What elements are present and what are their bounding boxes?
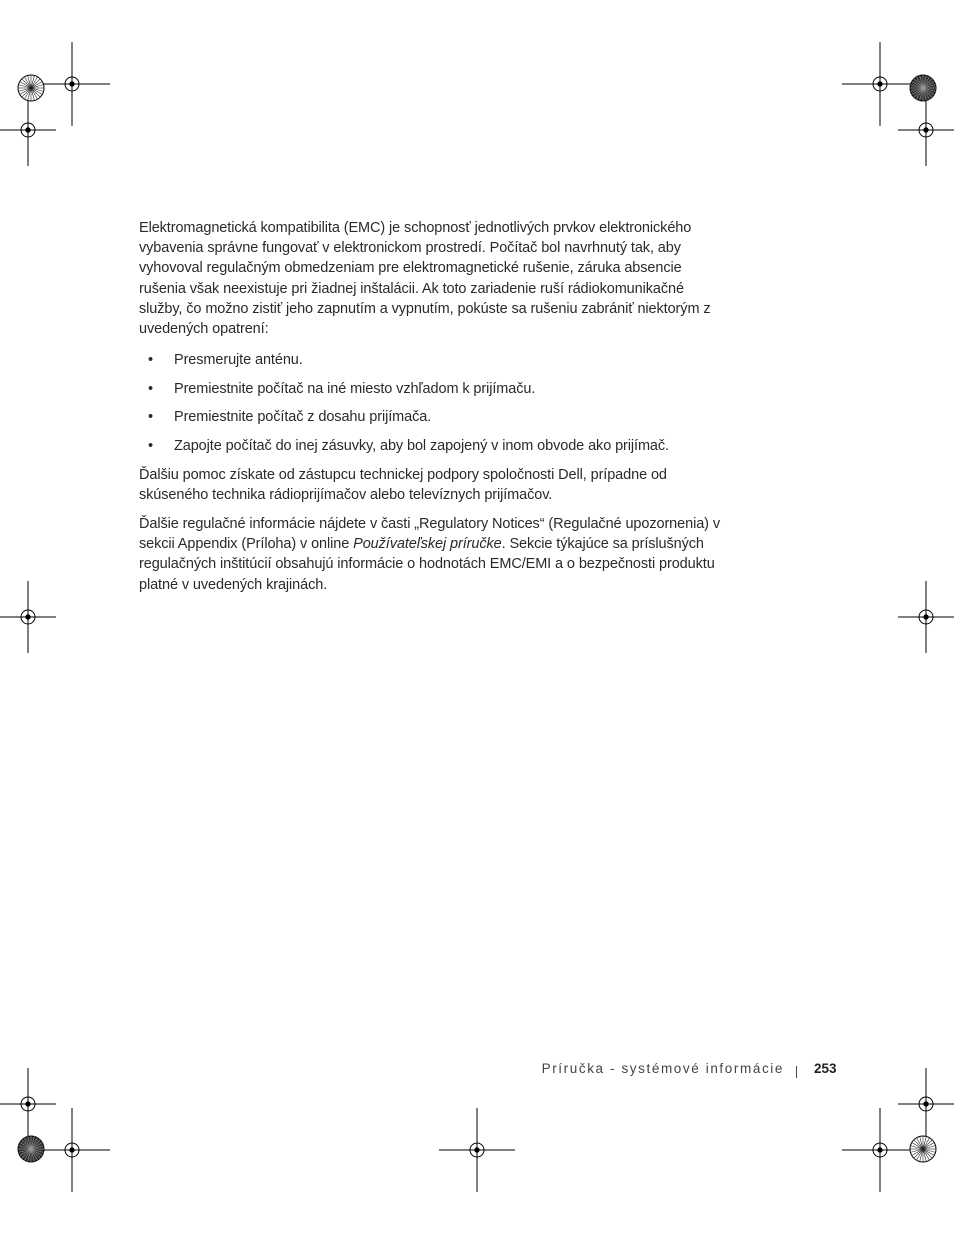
user-guide-title: Používateľskej príručke <box>353 536 502 553</box>
bullet-marker: • <box>148 409 153 426</box>
bullet-marker: • <box>148 380 153 397</box>
registration-dot <box>26 1102 30 1106</box>
list-item: • Premiestnite počítač na iné miesto vzhľadom k prijímaču. <box>139 379 729 399</box>
list-item: • Premiestnite počítač z dosahu prijímača. <box>139 407 729 427</box>
registration-dot <box>26 615 30 619</box>
registration-dot <box>878 82 882 86</box>
main-text <box>139 218 729 595</box>
bullet-marker: • <box>148 352 153 369</box>
registration-dot <box>924 128 928 132</box>
list-item: • Presmerujte anténu. <box>139 350 729 370</box>
footer-divider <box>796 1066 797 1078</box>
bullet-marker: • <box>148 438 153 454</box>
registration-dot <box>924 1102 928 1106</box>
registration-dot <box>70 1148 74 1152</box>
registration-dot <box>26 128 30 132</box>
measures-list <box>139 350 729 456</box>
registration-dot <box>924 615 928 619</box>
registration-dot <box>475 1148 479 1152</box>
registration-dot <box>70 82 74 86</box>
paragraph-regulatory: Ďalšie regulačné informácie nájdete v časti „Regulatory Notices“ (Regulačné upozornenia) v sekcii Appendix (Príloha) v online Používateľskej príručke. Sekcie týkajúce sa príslušných regulačných inštitúcií obsahujú informácie o hodnotách EMC/EMI a o bezpečnosti produktu platné v uvedených krajinách. <box>139 516 720 593</box>
registration-dot <box>878 1148 882 1152</box>
paragraph-support: Ďalšiu pomoc získate od zástupcu technickej podpory spoločnosti Dell, prípadne od skúseného technika rádioprijímačov alebo televíznych prijímačov. <box>139 466 667 503</box>
footer-title: Príručka - systémové informácie <box>541 1061 784 1076</box>
list-item: • Zapojte počítač do inej zásuvky, aby bol zapojený v inom obvode ako prijímač. <box>139 436 729 456</box>
paragraph-emc-intro: Elektromagnetická kompatibilita (EMC) je schopnosť jednotlivých prvkov elektronického vybavenia správne fungovať v elektronickom prostredí. Počítač bol navrhnutý tak, aby vyhovoval regulačným obmedzeniam pre elektromagnetické rušenie, záruka absencie rušenia však neexistuje pri žiadnej inštalácii. Ak toto zariadenie ruší rádiokomunikačné služby, čo možno zistiť jeho zapnutím a vypnutím, pokúste sa rušeniu zabrániť niektorým z uvedených opatrení: <box>139 220 711 338</box>
page-number: 253 <box>814 1061 837 1076</box>
